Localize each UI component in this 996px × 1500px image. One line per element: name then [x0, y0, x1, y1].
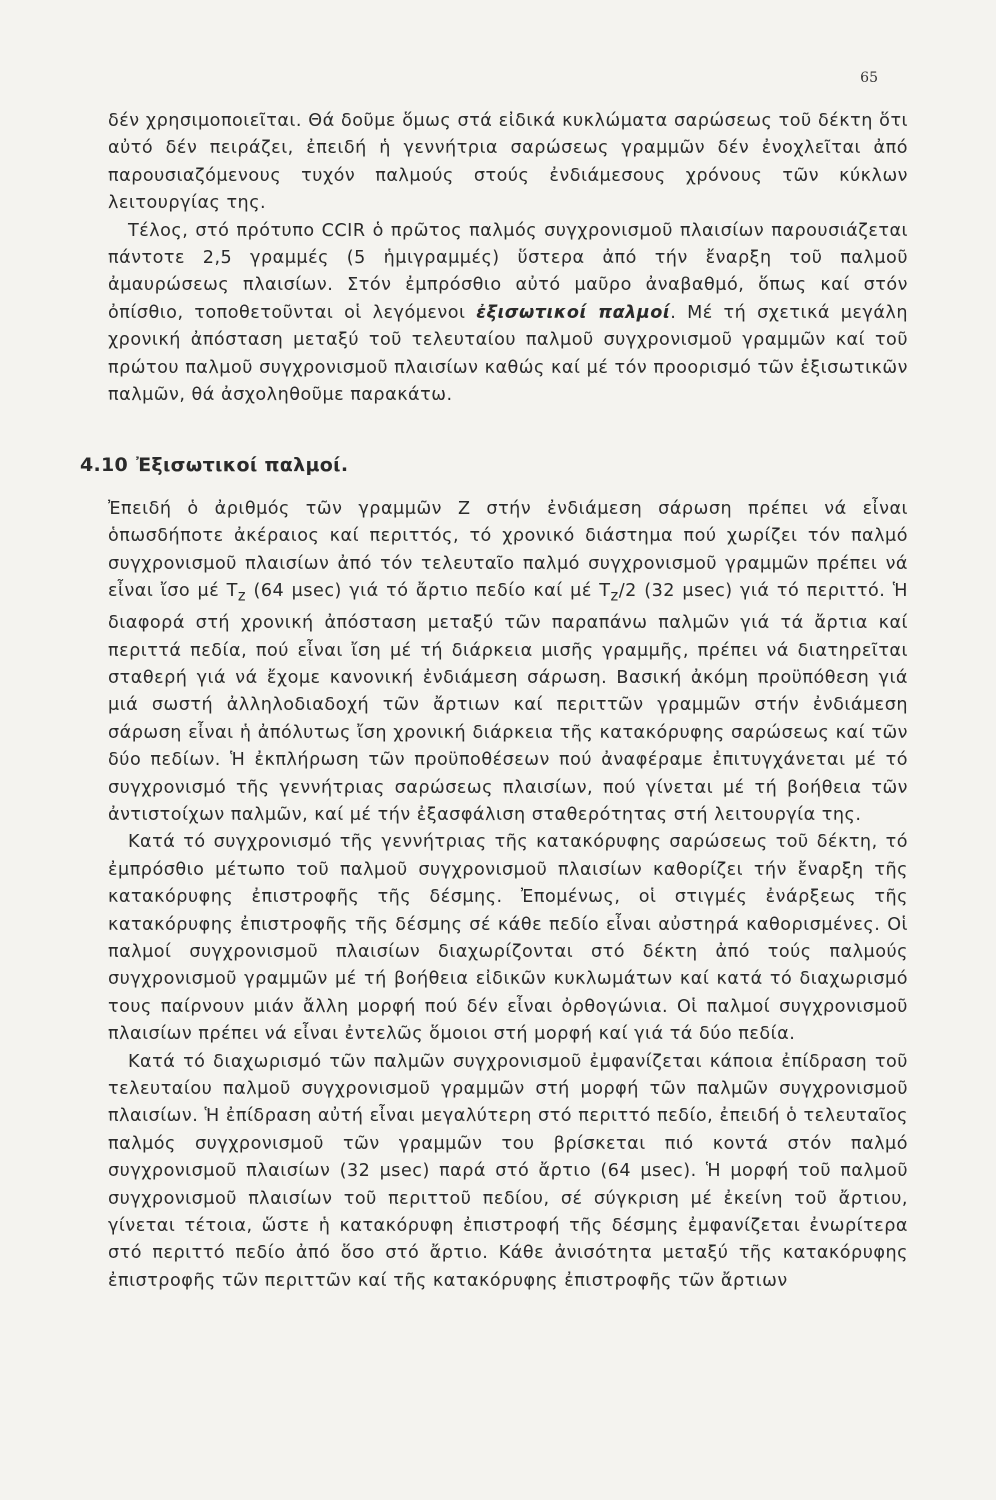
paragraph-text: (64 μsec) γιά τό ἄρτιο πεδίο καί μέ T [246, 581, 611, 602]
paragraph-text: Τέλος, στό πρότυπο CCIR ὁ πρῶτος παλμός συγχρονισμοῦ πλαισίων παρουσιάζεται πάντοτε 2,5 γραμμές (5 ἡμιγραμμές) ὕστερα ἀπό τήν ἔναρξη τοῦ παλμοῦ ἀμαυρώσεως πλαισίων. Στόν ἐμπρόσθιο αὐτό μαῦρο ἀναβαθμό, ὅπως καί στόν ὀπίσθιο, τοποθετοῦνται οἱ λεγόμενοι [108, 220, 908, 323]
paragraph-text: . Μέ τή σχετικά μεγάλη χρονική ἀπόσταση μεταξύ τοῦ τελευταίου παλμοῦ συγχρονισμοῦ γραμμῶν καί τοῦ πρώτου παλμοῦ συγχρονισμοῦ πλαισίων καθώς καί μέ τόν προορισμό τῶν ἐξισωτικῶν παλμῶν, θά ἀσχοληθοῦμε παρακάτω. [108, 302, 908, 406]
page-number: 65 [860, 70, 878, 86]
paragraph [108, 218, 908, 410]
section-heading [80, 454, 348, 476]
section-title: Ἐξισωτικοί παλμοί. [136, 454, 349, 476]
section-number: 4.10 [80, 454, 129, 476]
subscript: z [610, 587, 619, 605]
paragraph: Κατά τό διαχωρισμό τῶν παλμῶν συγχρονισμοῦ ἐμφανίζεται κάποια ἐπίδραση τοῦ τελευταίου παλμοῦ συγχρονισμοῦ γραμμῶν στή μορφή τῶν παλμῶν συγχρονισμοῦ πλαισίων. Ἡ ἐπίδραση αὐτή εἶναι μεγαλύτερη στό περιττό πεδίο, ἐπειδή ὁ τελευταῖος παλμός συγχρονισμοῦ τῶν γραμμῶν του βρίσκεται πιό κοντά στόν παλμό συγχρονισμοῦ πλαισίων (32 μsec) παρά στό ἄρτιο (64 μsec). Ἡ μορφή τοῦ παλμοῦ συγχρονισμοῦ πλαισίων τοῦ περιττοῦ πεδίου, σέ σύγκριση μέ ἐκείνη τοῦ ἄρτιου, γίνεται τέτοια, ὥστε ἡ κατακόρυφη ἐπιστροφή τῆς δέσμης ἐμφανίζεται ἐνωρίτερα στό περιττό πεδίο ἀπό ὅσο στό ἄρτιο. Κάθε ἀνισότητα μεταξύ τῆς κατακόρυφης ἐπιστροφῆς τῶν περιττῶν καί τῆς κατακόρυφης ἐπιστροφῆς τῶν ἄρτιων [108, 1051, 908, 1291]
paragraph-text: /2 (32 μsec) γιά τό περιττό. Ἡ διαφορά στή χρονική ἀπόσταση μεταξύ τῶν παραπάνω παλμῶν γιά τά ἄρτια καί περιττά πεδία, πού εἶναι ἴση μέ τή διάρκεια μισῆς γραμμῆς, πρέπει νά διατηρεῖται σταθερή γιά νά ἔχομε κανονική ἐνδιάμεση σάρωση. Βασική ἀκόμη προϋπόθεση γιά μιά σωστή ἀλληλοδιαδοχή τῶν ἄρτιων καί περιττῶν γραμμῶν στήν ἐνδιάμεση σάρωση εἶναι ἡ ἀπόλυτως ἴση χρονική διάρκεια τῆς κατακόρυφης σαρώσεως καί τῶν δύο πεδίων. Ἡ ἐκπλήρωση τῶν προϋποθέσεων πού ἀναφέραμε ἐπιτυγχάνεται μέ τό συγχρονισμό τῆς γεννήτριας σαρώσεως πλαισίων, πού γίνεται μέ τή βοήθεια τῶν ἀντιστοίχων παλμῶν, καί μέ τήν ἐξασφάλιση σταθερότητας στή λειτουργία της. [108, 581, 908, 825]
section-text-block [108, 496, 908, 1295]
subscript: z [237, 587, 247, 605]
paragraph: δέν χρησιμοποιεῖται. Θά δοῦμε ὅμως στά εἰδικά κυκλώματα σαρώσεως τοῦ δέκτη ὅτι αὐτό δέν πειράζει, ἐπειδή ἡ γεννήτρια σαρώσεως γραμμῶν δέν ἐνοχλεῖται ἀπό παρουσιαζόμενους τυχόν παλμούς στούς ἐνδιάμεσους χρόνους τῶν κύκλων λειτουργίας της. [108, 111, 908, 214]
paragraph-text: Ἐπειδή ὁ ἀριθμός τῶν γραμμῶν Z στήν ἐνδιάμεση σάρωση πρέπει νά εἶναι ὁπωσδήποτε ἀκέραιος καί περιττός, τό χρονικό διάστημα πού χωρίζει τόν παλμό συγχρονισμοῦ πλαισίων ἀπό τόν τελευταῖο παλμό συγχρονισμοῦ γραμμῶν πρέπει νά εἶναι ἴσο μέ T [108, 499, 908, 602]
emphasized-term: ἐξισωτικοί παλμοί [476, 302, 671, 323]
paragraph: Κατά τό συγχρονισμό τῆς γεννήτριας τῆς κατακόρυφης σαρώσεως τοῦ δέκτη, τό ἐμπρόσθιο μέτωπο τοῦ παλμοῦ συγχρονισμοῦ πλαισίων καθορίζει τήν ἔναρξη τῆς κατακόρυφης ἐπιστροφῆς τῆς δέσμης. Ἐπομένως, οἱ στιγμές ἐνάρξεως τῆς κατακόρυφης ἐπιστροφῆς τῆς δέσμης σέ κάθε πεδίο εἶναι αὐστηρά καθορισμένες. Οἱ παλμοί συγχρονισμοῦ πλαισίων διαχωρίζονται στό δέκτη ἀπό τούς παλμούς συγχρονισμοῦ γραμμῶν μέ τή βοήθεια εἰδικῶν κυκλωμάτων καί κατά τό διαχωρισμό τους παίρνουν μιάν ἄλλη μορφή πού δέν εἶναι ὀρθογώνια. Οἱ παλμοί συγχρονισμοῦ πλαισίων πρέπει νά εἶναι ἐντελῶς ὅμοιοι στή μορφή καί γιά τά δύο πεδία. [108, 832, 908, 1045]
continued-text-block [108, 108, 908, 409]
paragraph [108, 496, 908, 829]
